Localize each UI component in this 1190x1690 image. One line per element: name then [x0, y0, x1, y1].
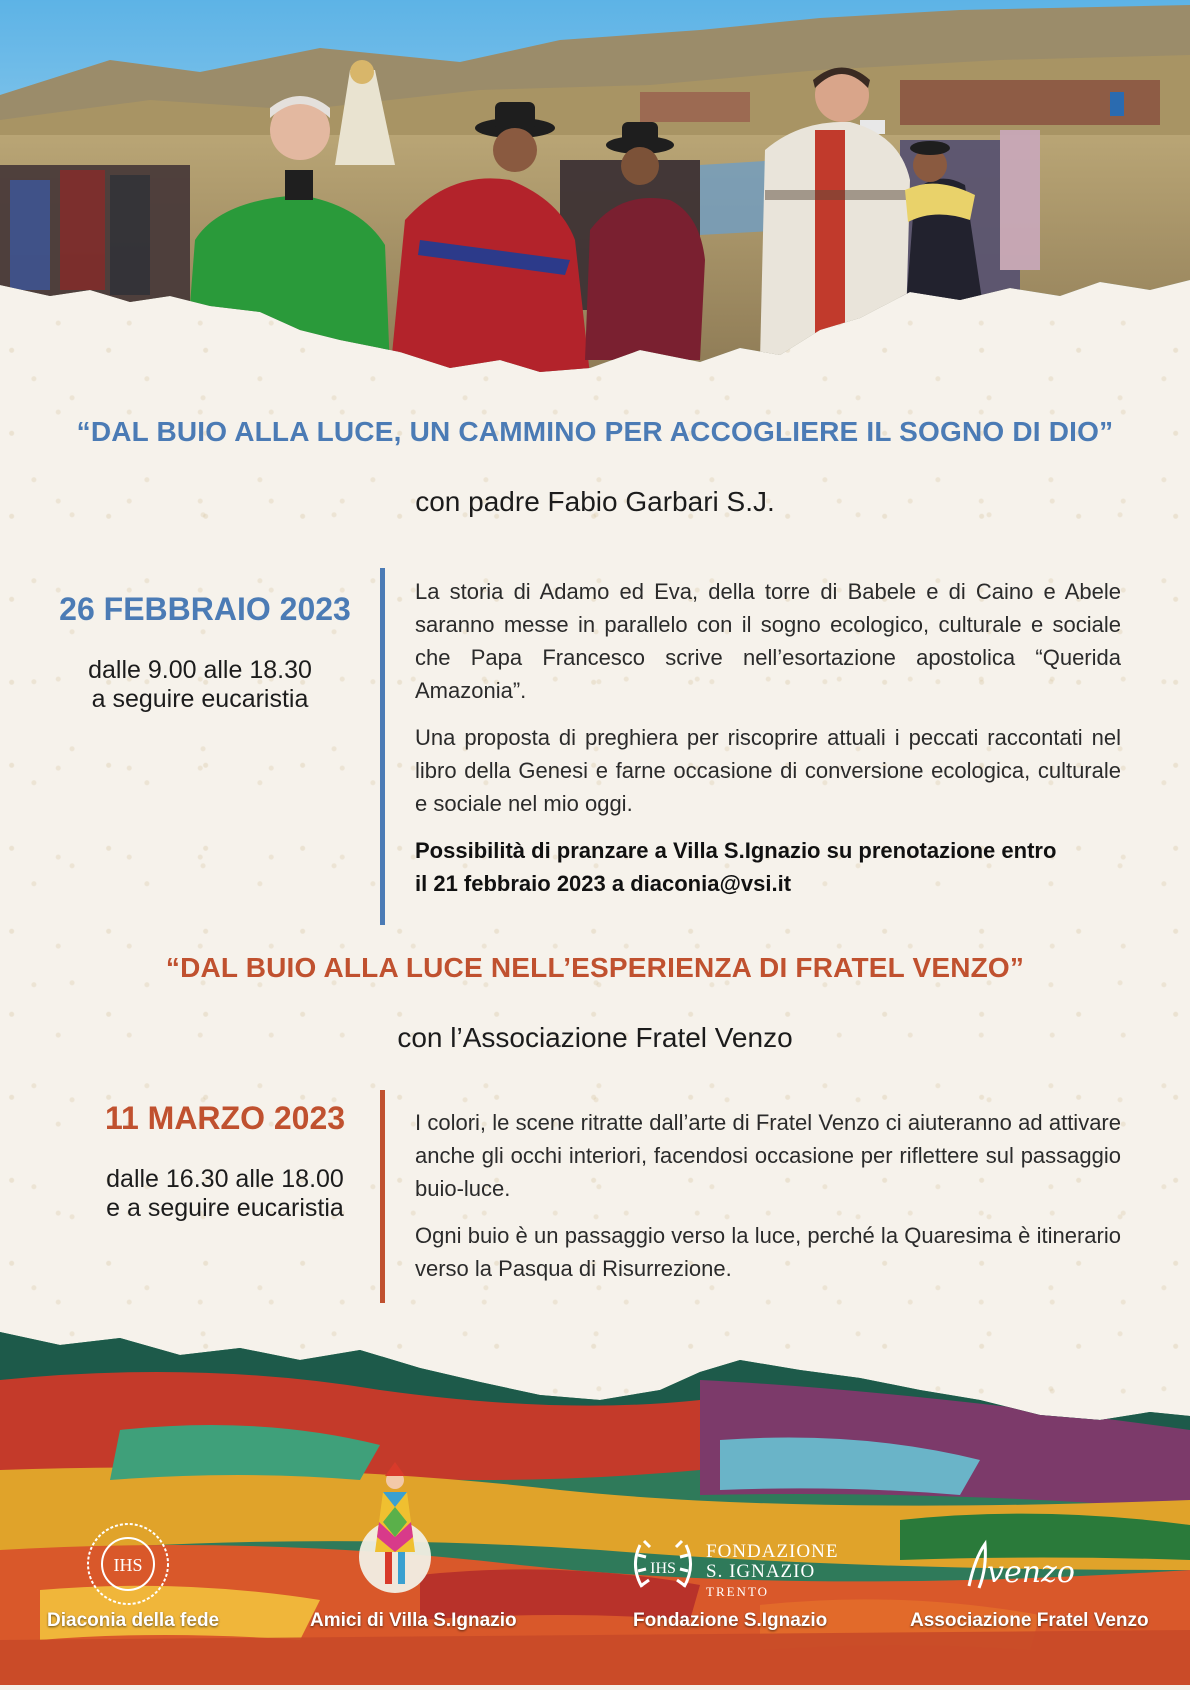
svg-text:IHS: IHS	[650, 1560, 676, 1577]
laurel-ihs-icon	[630, 1533, 696, 1599]
logo-label-venzo: Associazione Fratel Venzo	[910, 1610, 1149, 1631]
event2-date: 11 MARZO 2023	[104, 1100, 346, 1136]
event1-time-line2: a seguire eucaristia	[91, 685, 309, 713]
fondazione-line2: S. IGNAZIO	[706, 1561, 816, 1582]
event1-date: 26 FEBBRAIO 2023	[59, 591, 351, 627]
logo-label-fondazione: Fondazione S.Ignazio	[633, 1610, 828, 1631]
event1-paragraph1: La storia di Adamo ed Eva, della torre di Babele e di Caino e Abele saranno messe in parallelo con il sogno ecologico, culturale e sociale che Papa Francesco scrive nell’esortazione apostolica “Querida Amazonia”.	[415, 579, 1121, 703]
event1-time	[40, 656, 360, 714]
fondazione-line1: FONDAZIONE	[706, 1541, 839, 1562]
event1-divider	[380, 568, 385, 925]
event1-lunch-note	[415, 834, 1121, 900]
event1-description	[415, 575, 1121, 900]
hero-photo	[0, 0, 1190, 380]
harlequin-logo-icon	[345, 1462, 445, 1602]
painting-footer	[0, 1320, 1190, 1685]
venzo-signature-icon	[965, 1538, 1095, 1594]
event2-speaker: con l’Associazione Fratel Venzo	[397, 1022, 793, 1053]
event1-time-line1: dalle 9.00 alle 18.30	[88, 656, 312, 684]
fondazione-line3: TRENTO	[706, 1584, 770, 1599]
event2-title: “DAL BUIO ALLA LUCE NELL’ESPERIENZA DI FRATEL VENZO”	[165, 952, 1025, 983]
event1-paragraph2: Una proposta di preghiera per riscoprire attuali i peccati raccontati nel libro della Genesi e farne occasione di conversione ecologica, culturale e sociale nel mio oggi.	[415, 725, 1121, 816]
event1-speaker: con padre Fabio Garbari S.J.	[415, 486, 775, 517]
fondazione-wordmark	[706, 1542, 838, 1602]
event2-time	[70, 1165, 380, 1223]
ihs-seal-text: IHS	[113, 1555, 143, 1575]
event2-time-line2: e a seguire eucaristia	[106, 1194, 344, 1222]
event2-description	[415, 1106, 1121, 1299]
event1-note-line1: Possibilità di pranzare a Villa S.Ignazio su prenotazione entro	[415, 838, 1057, 863]
logo-label-diaconia: Diaconia della fede	[47, 1610, 220, 1631]
logo-label-amici: Amici di Villa S.Ignazio	[310, 1610, 517, 1631]
event2-paragraph1: I colori, le scene ritratte dall’arte di Fratel Venzo ci aiuteranno ad attivare anche gli occhi interiori, facendosi occasione per riflettere sul passaggio buio-luce.	[415, 1110, 1121, 1201]
event2-divider	[380, 1090, 385, 1303]
event2-time-line1: dalle 16.30 alle 18.00	[106, 1165, 344, 1193]
event2-paragraph2: Ogni buio è un passaggio verso la luce, perché la Quaresima è itinerario verso la Pasqua di Risurrezione.	[415, 1223, 1121, 1281]
event1-title: “DAL BUIO ALLA LUCE, UN CAMMINO PER ACCOGLIERE IL SOGNO DI DIO”	[76, 416, 1114, 447]
venzo-signature-text: venzo	[987, 1555, 1075, 1590]
ihs-seal-icon	[86, 1522, 170, 1606]
event1-note-line2: il 21 febbraio 2023 a diaconia@vsi.it	[415, 871, 792, 896]
